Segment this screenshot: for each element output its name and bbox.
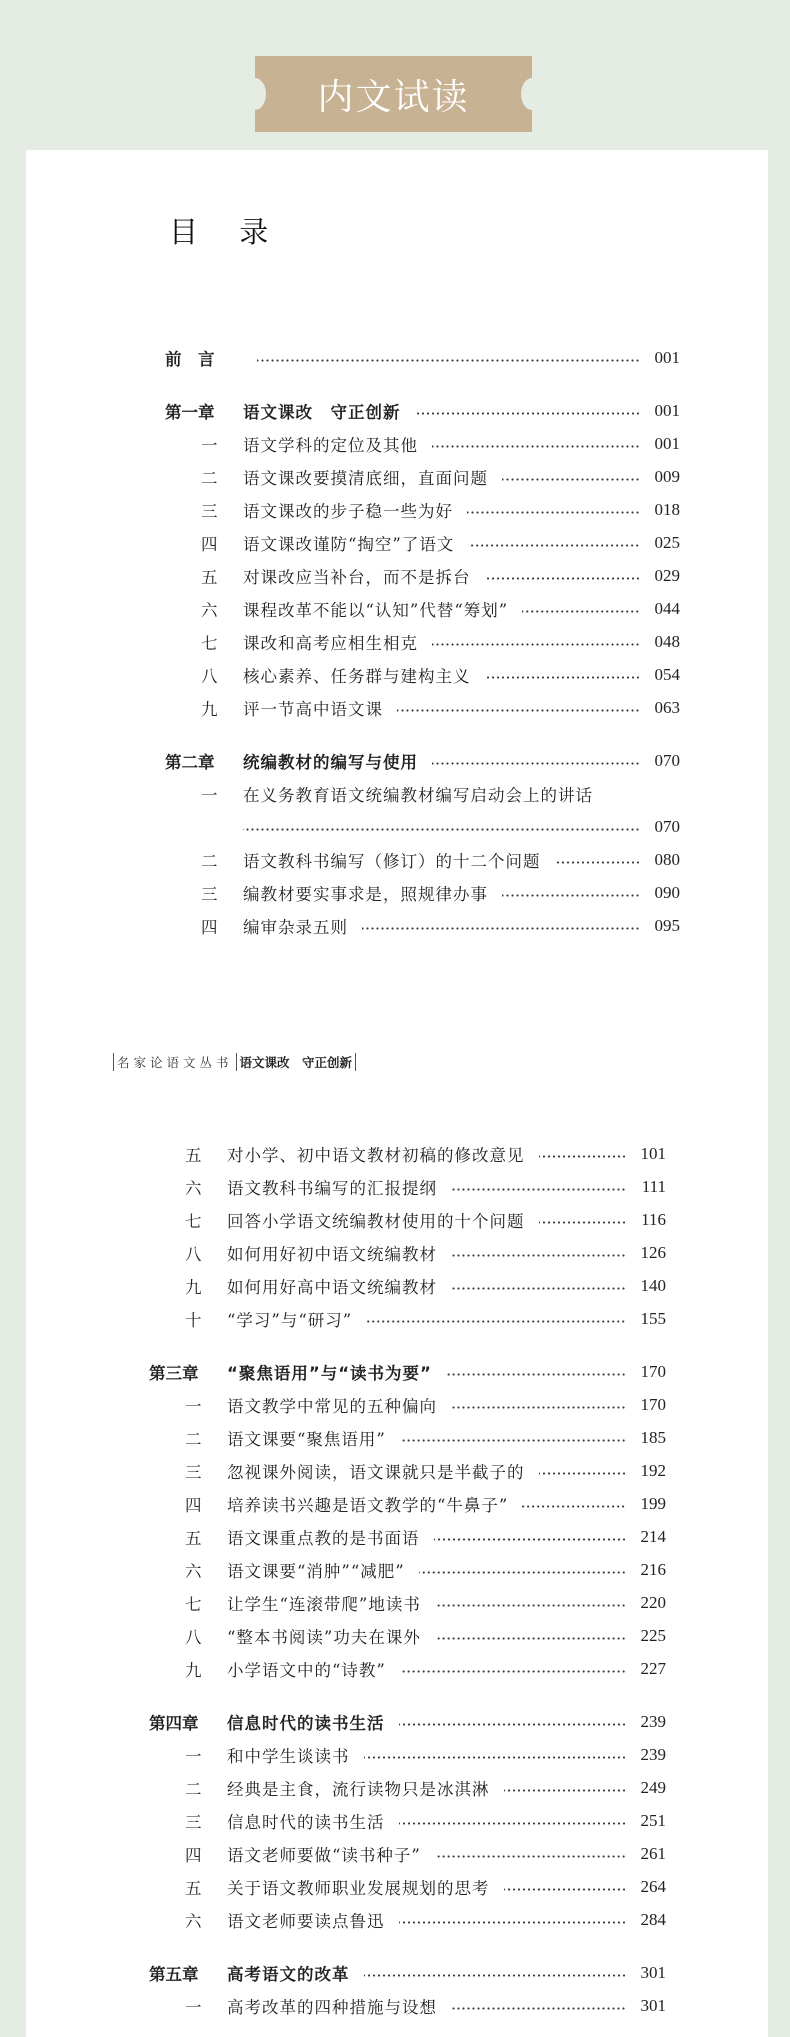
dot-leader: [468, 544, 640, 547]
toc-item-row: [149, 1302, 666, 1335]
entry-title: 信息时代的读书生活: [227, 1713, 385, 1733]
toc-item-row: [149, 1870, 666, 1903]
toc-chapter-row: [165, 394, 680, 427]
banner-label: 内文试读: [317, 76, 470, 118]
entry-title: 如何用好高中语文统编教材: [227, 1277, 437, 1297]
toc-item-row: [165, 460, 680, 493]
dot-leader: [397, 709, 640, 712]
toc-item-row: [165, 625, 680, 658]
entry-title: “学习”与“研习”: [227, 1310, 353, 1330]
dot-leader: [485, 676, 641, 679]
toc-item-continuation: [165, 810, 680, 843]
toc-item-row: [165, 876, 680, 909]
page-number: 126: [640, 1242, 666, 1262]
toc-item-row: [149, 1170, 666, 1203]
toc-item-row: [165, 493, 680, 526]
entry-number: 二: [185, 1429, 202, 1449]
toc-item-row: [165, 777, 680, 810]
page-number: 251: [640, 1810, 666, 1830]
toc-item-row: [165, 526, 680, 559]
entry-title: 对小学、初中语文教材初稿的修改意见: [227, 1145, 525, 1165]
entry-title: 回答小学语文统编教材使用的十个问题: [227, 1211, 525, 1231]
page-number: 220: [640, 1592, 666, 1612]
entry-number: 二: [185, 1779, 202, 1799]
toc-item-row: [149, 1652, 666, 1685]
toc-item-row: [149, 1771, 666, 1804]
page-number: 170: [640, 1394, 666, 1414]
entry-title: 语文课改 守正创新: [243, 402, 401, 422]
page-number: 225: [640, 1625, 666, 1645]
dot-leader: [539, 1221, 627, 1224]
entry-number: 十: [185, 1310, 202, 1330]
page-number: 216: [640, 1559, 666, 1579]
entry-title: 经典是主食，流行读物只是冰淇淋: [227, 1779, 490, 1799]
dot-leader: [522, 610, 640, 613]
dot-leader: [502, 894, 640, 897]
toc-chapter-row: [149, 1705, 666, 1738]
entry-title: 统编教材的编写与使用: [243, 752, 418, 772]
page-number: 090: [654, 882, 680, 902]
toc-item-row: [149, 1520, 666, 1553]
dot-leader: [539, 1155, 627, 1158]
toc-item-row: [165, 843, 680, 876]
toc-item-row: [165, 592, 680, 625]
entry-number: 六: [201, 600, 218, 620]
entry-number: 第三章: [149, 1363, 199, 1383]
toc-item-row: [149, 1619, 666, 1652]
toc-item-row: [149, 1903, 666, 1936]
dot-leader: [415, 412, 641, 415]
page-number: 080: [654, 849, 680, 869]
entry-title: 让学生“连滚带爬”地读书: [227, 1594, 421, 1614]
page-number: 070: [654, 750, 680, 770]
entry-number: 第一章: [165, 402, 215, 422]
entry-title: 核心素养、任务群与建构主义: [243, 666, 471, 686]
entry-number: 九: [185, 1277, 202, 1297]
dot-leader: [364, 1756, 627, 1759]
entry-title: 在义务教育语文统编教材编写启动会上的讲话: [243, 785, 593, 805]
entry-title: “聚焦语用”与“读书为要”: [227, 1363, 432, 1383]
series-name: 名家论语文丛书: [117, 1055, 233, 1070]
entry-title: 忽视课外阅读，语文课就只是半截子的: [227, 1462, 525, 1482]
toc-item-row: [165, 658, 680, 691]
entry-number: 七: [185, 1211, 202, 1231]
page-number: 018: [654, 499, 680, 519]
dot-leader: [451, 1254, 626, 1257]
running-header: [110, 1052, 359, 1072]
toc-item-row: [165, 691, 680, 724]
dot-leader: [362, 927, 640, 930]
dot-leader: [451, 1188, 626, 1191]
toc-title: 目 录: [169, 215, 285, 249]
dot-leader: [434, 1538, 627, 1541]
entry-title: “整本书阅读”功夫在课外: [227, 1627, 421, 1647]
dot-leader: [399, 1723, 627, 1726]
toc-item-row: [165, 427, 680, 460]
toc-item-row: [165, 909, 680, 942]
dot-leader: [435, 1637, 626, 1640]
toc-item-row: [149, 1586, 666, 1619]
entry-number: 四: [201, 534, 218, 554]
book-title: 语文课改 守正创新: [239, 1055, 353, 1070]
entry-number: 六: [185, 1178, 202, 1198]
dot-leader: [485, 577, 641, 580]
dot-leader: [522, 1505, 626, 1508]
entry-number: 四: [201, 917, 218, 937]
dot-leader: [446, 1373, 626, 1376]
toc-item-row: [149, 1421, 666, 1454]
page-number: 192: [640, 1460, 666, 1480]
entry-title: 课程改革不能以“认知”代替“筹划”: [243, 600, 509, 620]
toc-page-1: [165, 341, 680, 942]
page-number: 301: [640, 1995, 666, 2015]
entry-title: 语文学科的定位及其他: [243, 435, 418, 455]
entry-number: 七: [201, 633, 218, 653]
entry-number: 一: [201, 785, 218, 805]
entry-number: 三: [201, 884, 218, 904]
page-number: 054: [654, 664, 680, 684]
page-number: 239: [640, 1744, 666, 1764]
page-number: 101: [640, 1143, 666, 1163]
entry-title: 如何用好初中语文统编教材: [227, 1244, 437, 1264]
entry-title: 对课改应当补台，而不是拆台: [243, 567, 471, 587]
page-number: 170: [640, 1361, 666, 1381]
page-number: 214: [640, 1526, 666, 1546]
dot-leader: [467, 511, 640, 514]
toc-item-row: [149, 1989, 666, 2022]
page-number: 048: [654, 631, 680, 651]
toc-chapter-row: [149, 1355, 666, 1388]
entry-number: 三: [185, 1462, 202, 1482]
entry-number: 九: [201, 699, 218, 719]
toc-chapter-row: [165, 744, 680, 777]
dot-leader: [539, 1472, 627, 1475]
dot-leader: [451, 1287, 626, 1290]
entry-number: 第二章: [165, 752, 215, 772]
dot-leader: [451, 2007, 626, 2010]
toc-page-2: [149, 1137, 666, 2022]
entry-number: 四: [185, 1845, 202, 1865]
entry-number: 第五章: [149, 1964, 199, 1984]
page-number: 140: [640, 1275, 666, 1295]
dot-leader: [399, 1822, 627, 1825]
dot-leader: [504, 1888, 627, 1891]
entry-title: 评一节高中语文课: [243, 699, 383, 719]
section-banner: [255, 56, 532, 132]
page-number: 301: [640, 1962, 666, 1982]
dot-leader: [400, 1439, 626, 1442]
toc-chapter-row: [149, 1956, 666, 1989]
toc-item-row: [149, 1137, 666, 1170]
toc-item-row: [149, 1837, 666, 1870]
entry-title: 高考改革的四种措施与设想: [227, 1997, 437, 2017]
toc-item-row: [165, 559, 680, 592]
entry-title: 语文老师要做“读书种子”: [227, 1845, 421, 1865]
entry-number: 一: [185, 1396, 202, 1416]
page-number: 009: [654, 466, 680, 486]
entry-number: 八: [185, 1627, 202, 1647]
entry-number: 五: [185, 1878, 202, 1898]
entry-title: 语文课要“聚焦语用”: [227, 1429, 386, 1449]
page-number: 261: [640, 1843, 666, 1863]
entry-number: 一: [185, 1746, 202, 1766]
entry-number: 一: [185, 1997, 202, 2017]
toc-item-row: [149, 1738, 666, 1771]
entry-title: 语文课改谨防“掏空”了语文: [243, 534, 455, 554]
divider: [113, 1053, 114, 1071]
divider: [355, 1053, 356, 1071]
entry-title: 语文课重点教的是书面语: [227, 1528, 420, 1548]
toc-item-row: [149, 1487, 666, 1520]
entry-number: 八: [185, 1244, 202, 1264]
page-number: 029: [654, 565, 680, 585]
dot-leader: [432, 762, 640, 765]
dot-leader: [435, 1604, 626, 1607]
entry-title: 语文教科书编写（修订）的十二个问题: [243, 851, 541, 871]
entry-number: 前 言: [165, 349, 215, 369]
entry-number: 四: [185, 1495, 202, 1515]
entry-title: 语文课改的步子稳一些为好: [243, 501, 453, 521]
page-number: 185: [640, 1427, 666, 1447]
dot-leader: [364, 1974, 627, 1977]
entry-number: 三: [185, 1812, 202, 1832]
toc-item-row: [149, 1388, 666, 1421]
page-number: 001: [654, 400, 680, 420]
entry-title: 编审杂录五则: [243, 917, 348, 937]
entry-number: 二: [201, 851, 218, 871]
toc-item-row: [149, 1236, 666, 1269]
page-number: 284: [640, 1909, 666, 1929]
page-number: 001: [654, 347, 680, 367]
entry-number: 一: [201, 435, 218, 455]
page-number: 155: [640, 1308, 666, 1328]
entry-number: 六: [185, 1561, 202, 1581]
page-number: 095: [654, 915, 680, 935]
entry-title: 语文教学中常见的五种偏向: [227, 1396, 437, 1416]
page-number: 227: [640, 1658, 666, 1678]
toc-item-row: [149, 1203, 666, 1236]
page-number: 116: [641, 1209, 666, 1229]
entry-title: 和中学生谈读书: [227, 1746, 350, 1766]
entry-number: 九: [185, 1660, 202, 1680]
dot-leader: [502, 478, 640, 481]
toc-item-row: [149, 1804, 666, 1837]
entry-title: 语文课改要摸清底细，直面问题: [243, 468, 488, 488]
toc-item-row: [149, 1269, 666, 1302]
dot-leader: [366, 1320, 626, 1323]
toc-chapter-row: [165, 341, 680, 374]
toc-item-row: [149, 1454, 666, 1487]
dot-leader: [400, 1670, 626, 1673]
page-number: 044: [654, 598, 680, 618]
entry-title: 语文课要“消肿”“减肥”: [227, 1561, 405, 1581]
page-number: 239: [640, 1711, 666, 1731]
page-number: 025: [654, 532, 680, 552]
dot-leader: [243, 828, 640, 831]
entry-title: 高考语文的改革: [227, 1964, 350, 1984]
entry-title: 小学语文中的“诗教”: [227, 1660, 386, 1680]
entry-number: 六: [185, 1911, 202, 1931]
page-number: 001: [654, 433, 680, 453]
entry-title: 信息时代的读书生活: [227, 1812, 385, 1832]
dot-leader: [555, 861, 641, 864]
entry-number: 五: [185, 1528, 202, 1548]
entry-title: 关于语文教师职业发展规划的思考: [227, 1878, 490, 1898]
dot-leader: [504, 1789, 627, 1792]
page-number: 264: [640, 1876, 666, 1896]
entry-number: 五: [185, 1145, 202, 1165]
entry-title: 编教材要实事求是，照规律办事: [243, 884, 488, 904]
entry-title: 培养读书兴趣是语文教学的“牛鼻子”: [227, 1495, 509, 1515]
toc-item-row: [149, 1553, 666, 1586]
entry-title: 语文老师要读点鲁迅: [227, 1911, 385, 1931]
entry-number: 七: [185, 1594, 202, 1614]
dot-leader: [432, 643, 640, 646]
entry-title: 课改和高考应相生相克: [243, 633, 418, 653]
divider: [236, 1053, 237, 1071]
dot-leader: [432, 445, 640, 448]
dot-leader: [399, 1921, 627, 1924]
page-number: 070: [654, 816, 680, 836]
page-number: 063: [654, 697, 680, 717]
page-number: 249: [640, 1777, 666, 1797]
dot-leader: [257, 359, 640, 362]
entry-number: 第四章: [149, 1713, 199, 1733]
entry-number: 八: [201, 666, 218, 686]
entry-title: 语文教科书编写的汇报提纲: [227, 1178, 437, 1198]
dot-leader: [435, 1855, 626, 1858]
page-number: 199: [640, 1493, 666, 1513]
dot-leader: [451, 1406, 626, 1409]
entry-number: 三: [201, 501, 218, 521]
entry-number: 五: [201, 567, 218, 587]
entry-number: 二: [201, 468, 218, 488]
dot-leader: [419, 1571, 626, 1574]
page-number: 111: [641, 1176, 666, 1196]
